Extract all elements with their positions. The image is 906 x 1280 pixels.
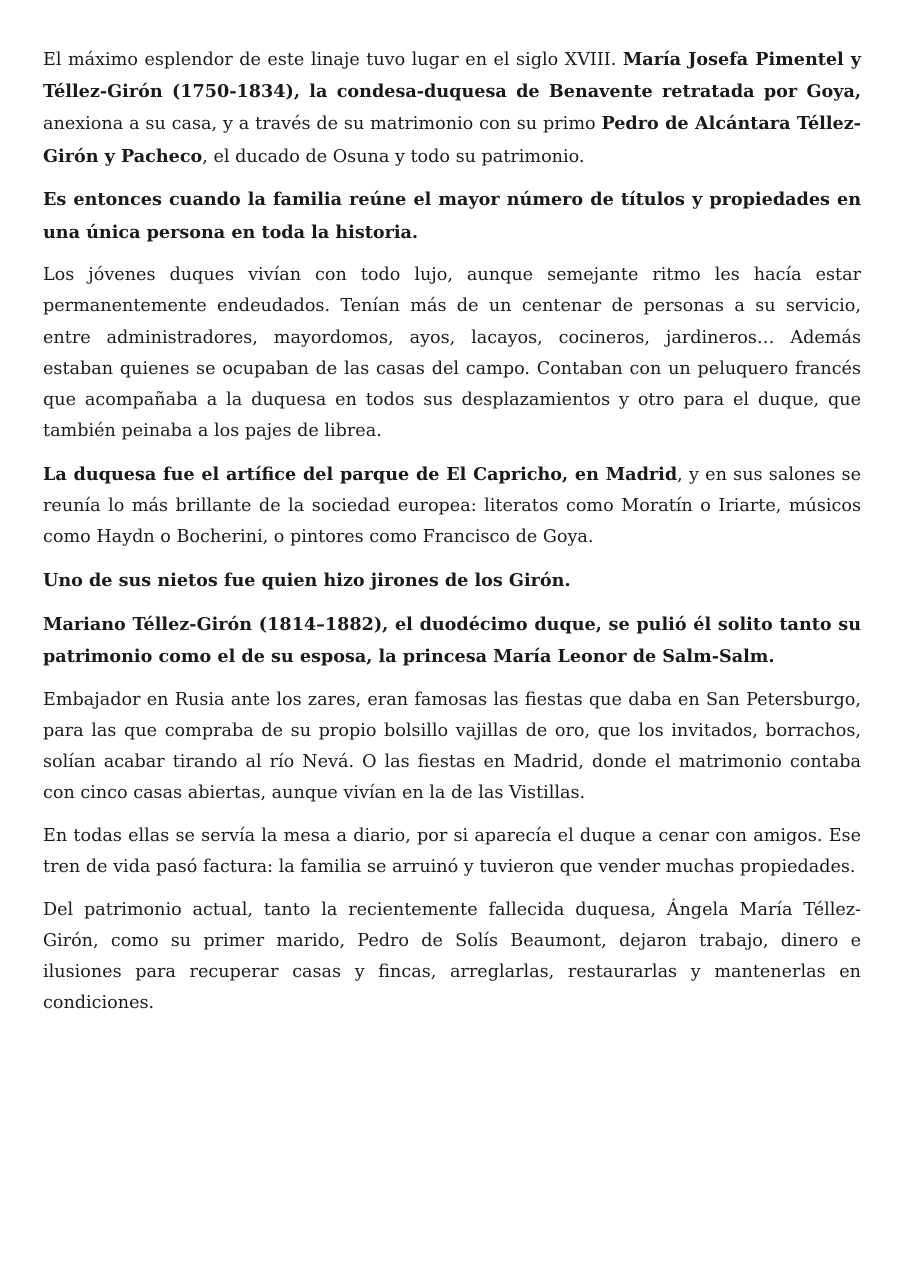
bold-run: Es entonces cuando la familia reúne el mayor número de títulos y propiedades en una única persona en toda la historia.	[43, 189, 861, 243]
paragraph-7	[43, 685, 861, 810]
text-run: Embajador en Rusia ante los zares, eran famosas las fiestas que daba en San Petersburgo, para las que compraba de su propio bolsillo vajillas de oro, que los invitados, borrachos, solían acabar tirando al río Nevá. O las fiestas en Madrid, donde el matrimonio contaba con cinco casas abiertas, aunque vivían en la de las Vistillas.	[43, 689, 861, 804]
text-run: En todas ellas se servía la mesa a diario, por si aparecía el duque a cenar con amigos. Ese tren de vida pasó factura: la familia se arruinó y tuvieron que vender muchas propiedades.	[43, 825, 861, 878]
text-run: , y en sus salones se reunía lo más brillante de la sociedad europea: literatos como Moratín o Iriarte, músicos como Haydn o Bocherini, o pintores como Francisco de Goya.	[43, 464, 862, 548]
bold-run: Mariano Téllez-Girón (1814–1882), el duodécimo duque, se pulió él solito tanto su patrimonio como el de su esposa, la princesa María Leonor de Salm-Salm.	[43, 613, 861, 667]
paragraph-1	[43, 44, 861, 173]
document-body	[43, 44, 861, 1031]
text-run: Del patrimonio actual, tanto la recientemente fallecida duquesa, Ángela María Téllez-Girón, como su primer marido, Pedro de Solís Beaumont, dejaron trabajo, dinero e ilusiones para recuperar casas y fincas, arreglarlas, restaurarlas y mantenerlas en condiciones.	[43, 899, 861, 1014]
paragraph-3	[43, 260, 861, 447]
text-run: Los jóvenes duques vivían con todo lujo, aunque semejante ritmo les hacía estar permanentemente endeudados. Tenían más de un centenar de personas a su servicio, entre administradores, mayordomos, ayos, lacayos, cocineros, jardineros… Además estaban quienes se ocupaban de las casas del campo. Contaban con un peluquero francés que acompañaba a la duquesa en todos sus desplazamientos y otro para el duque, que también peinaba a los pajes de librea.	[43, 265, 861, 442]
paragraph-4	[43, 459, 861, 554]
paragraph-8	[43, 821, 861, 883]
paragraph-6	[43, 609, 861, 673]
text-run: El máximo esplendor de este linaje tuvo lugar en el siglo XVIII.	[43, 50, 623, 70]
bold-run: María Josefa Pimentel y Téllez-Girón (1750-1834), la condesa-duquesa de Benavente retratada por Goya,	[43, 49, 861, 103]
text-run: anexiona a su casa, y a través de su matrimonio con su primo	[43, 114, 602, 135]
paragraph-5	[43, 565, 861, 597]
paragraph-9	[43, 895, 861, 1020]
paragraph-2	[43, 184, 861, 248]
bold-run: Pedro de Alcántara Téllez-Girón y Pacheco	[43, 113, 861, 167]
bold-run: Uno de sus nietos fue quien hizo jirones de los Girón.	[43, 570, 571, 592]
bold-run: La duquesa fue el artífice del parque de El Capricho, en Madrid	[43, 463, 678, 485]
text-run: , el ducado de Osuna y todo su patrimonio.	[202, 146, 585, 167]
